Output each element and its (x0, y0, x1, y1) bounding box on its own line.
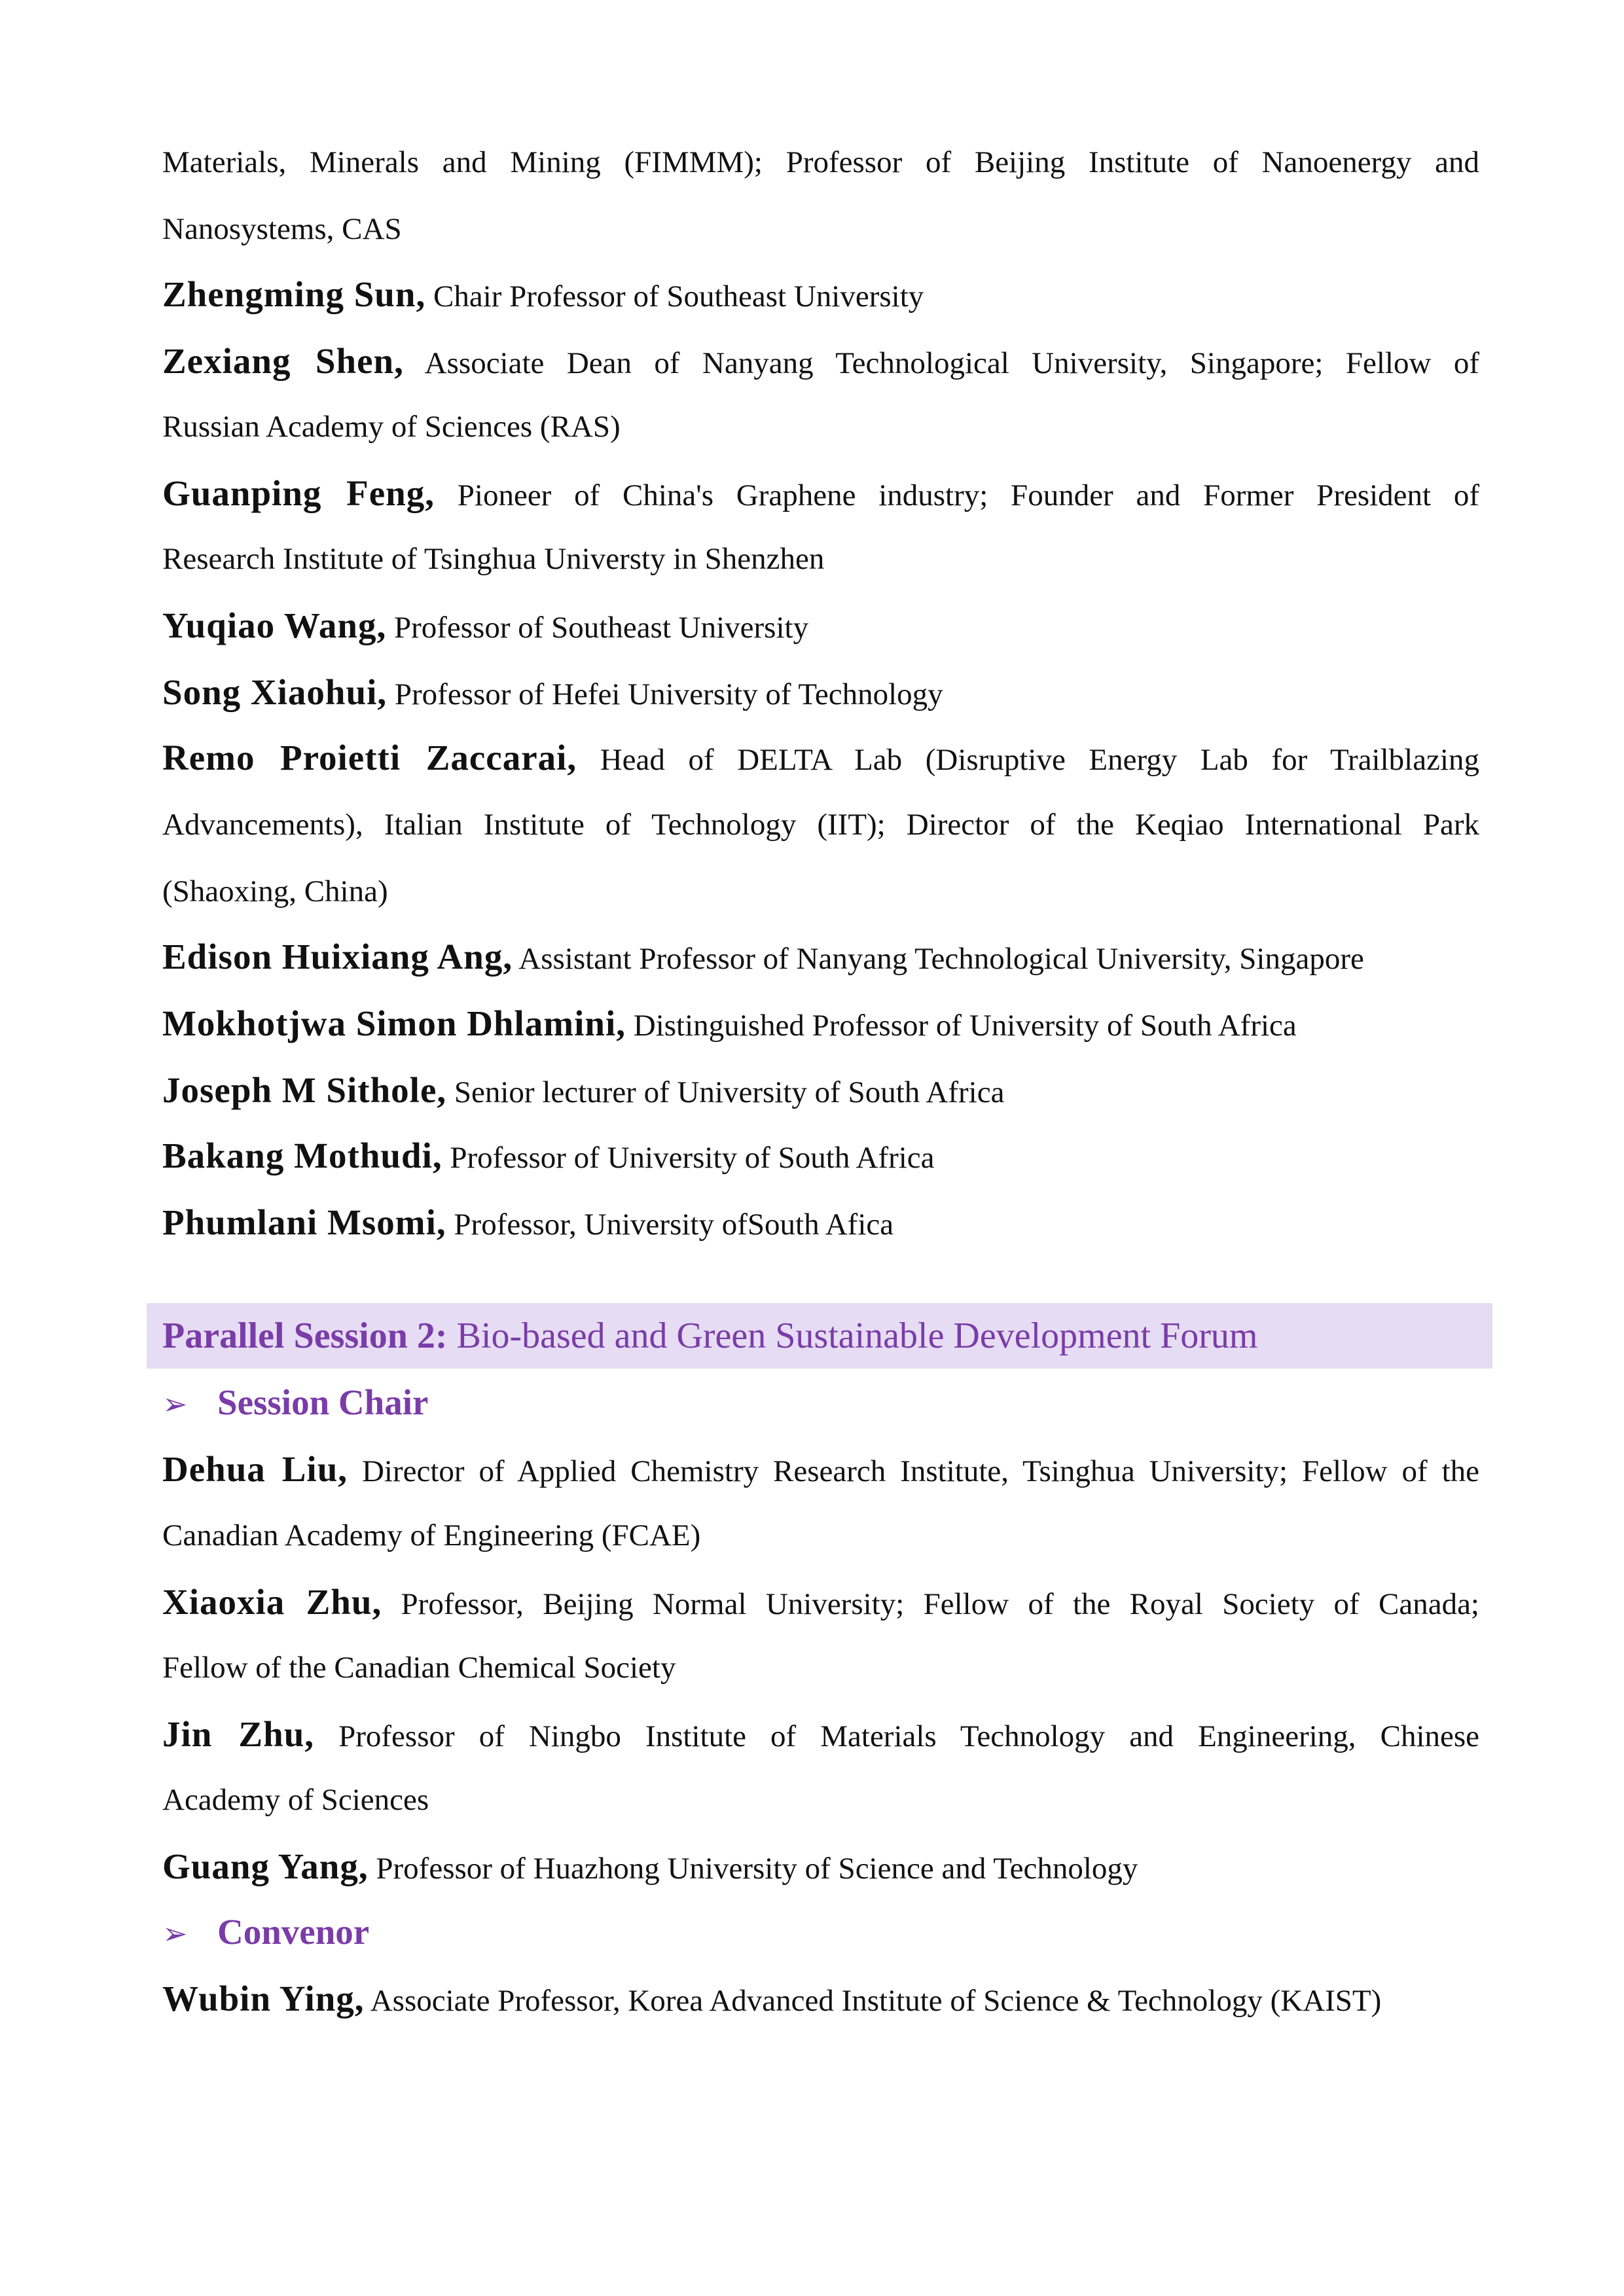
person-entry (162, 673, 1479, 714)
person-affiliation: Chair Professor of Southeast University (433, 279, 924, 314)
person-name: Dehua Liu, (162, 1449, 348, 1489)
session-label: Parallel Session 2: (162, 1316, 448, 1356)
person-entry (162, 738, 1479, 780)
intro-line-2: Nanosystems, CAS (162, 212, 402, 246)
person-affiliation: Senior lecturer of University of South Africa (454, 1075, 1005, 1109)
person-entry (162, 1203, 1479, 1244)
chair-entry (162, 1583, 1479, 1624)
person-affiliation: Head of DELTA Lab (Disruptive Energy Lab for Trailblazing (600, 743, 1480, 777)
convenor-heading (162, 1912, 369, 1953)
person-affiliation: Associate Dean of Nanyang Technological University, Singapore; Fellow of (424, 346, 1479, 380)
chair-entry (162, 1450, 1479, 1491)
convenor-label: Convenor (217, 1912, 370, 1952)
person-name: Song Xiaohui, (162, 672, 388, 712)
person-name: Jin Zhu, (162, 1714, 315, 1754)
person-affiliation: Professor, University ofSouth Afica (454, 1208, 894, 1242)
session-chair-heading (162, 1383, 428, 1424)
person-affiliation-cont: Academy of Sciences (162, 1783, 429, 1817)
arrow-bullet-icon: ➢ (162, 1386, 188, 1422)
person-name: Phumlani Msomi, (162, 1202, 446, 1242)
person-entry (162, 1071, 1479, 1112)
person-name: Joseph M Sithole, (162, 1070, 447, 1110)
person-entry (162, 606, 1479, 647)
session-title: Bio-based and Green Sustainable Development Forum (447, 1316, 1258, 1356)
person-affiliation: Pioneer of China's Graphene industry; Founder and Former President of (457, 478, 1479, 512)
person-name: Guang Yang, (162, 1846, 369, 1886)
person-name: Mokhotjwa Simon Dhlamini, (162, 1003, 626, 1043)
chair-entry (162, 1847, 1479, 1888)
person-affiliation: Professor of Huazhong University of Science and Technology (376, 1852, 1138, 1886)
person-name: Guanping Feng, (162, 473, 435, 513)
person-entry (162, 1136, 1479, 1177)
session-chair-label: Session Chair (217, 1382, 429, 1422)
intro-line-1: Materials, Minerals and Mining (FIMMM); Professor of Beijing Institute of Nanoenergy and (162, 145, 1479, 179)
person-name: Wubin Ying, (162, 1979, 365, 2018)
chair-entry (162, 1715, 1479, 1756)
person-entry (162, 1004, 1479, 1045)
person-affiliation-cont: (Shaoxing, China) (162, 874, 388, 908)
person-entry (162, 474, 1479, 515)
person-name: Zexiang Shen, (162, 341, 404, 381)
person-affiliation-cont: Research Institute of Tsinghua Universty in Shenzhen (162, 542, 825, 576)
person-affiliation: Professor of University of South Africa (450, 1141, 935, 1175)
person-affiliation: Associate Professor, Korea Advanced Institute of Science & Technology (KAIST) (370, 1984, 1382, 2018)
person-affiliation-cont: Advancements), Italian Institute of Technology (IIT); Director of the Keqiao International Park (162, 808, 1479, 842)
person-entry (162, 275, 1479, 316)
person-name: Yuqiao Wang, (162, 605, 387, 645)
person-affiliation: Distinguished Professor of University of South Africa (633, 1009, 1297, 1043)
arrow-bullet-icon: ➢ (162, 1916, 188, 1951)
person-name: Edison Huixiang Ang, (162, 937, 513, 977)
person-affiliation-cont: Canadian Academy of Engineering (FCAE) (162, 1518, 701, 1552)
person-affiliation: Director of Applied Chemistry Research Institute, Tsinghua University; Fellow of the (361, 1454, 1479, 1488)
person-name: Zhengming Sun, (162, 274, 426, 314)
person-affiliation-cont: Fellow of the Canadian Chemical Society (162, 1651, 676, 1685)
session-heading (162, 1316, 1257, 1355)
person-affiliation-cont: Russian Academy of Sciences (RAS) (162, 410, 621, 444)
person-name: Remo Proietti Zaccarai, (162, 738, 577, 778)
person-entry (162, 937, 1479, 978)
person-affiliation: Professor of Hefei University of Technology (394, 677, 943, 711)
person-name: Xiaoxia Zhu, (162, 1582, 382, 1622)
person-entry (162, 342, 1479, 383)
person-affiliation: Professor of Ningbo Institute of Materials Technology and Engineering, Chinese (338, 1719, 1480, 1753)
person-affiliation: Assistant Professor of Nanyang Technological University, Singapore (518, 942, 1364, 976)
person-affiliation: Professor, Beijing Normal University; Fellow of the Royal Society of Canada; (401, 1587, 1479, 1621)
person-name: Bakang Mothudi, (162, 1136, 442, 1175)
convenor-entry (162, 1979, 1479, 2020)
person-affiliation: Professor of Southeast University (393, 611, 809, 645)
